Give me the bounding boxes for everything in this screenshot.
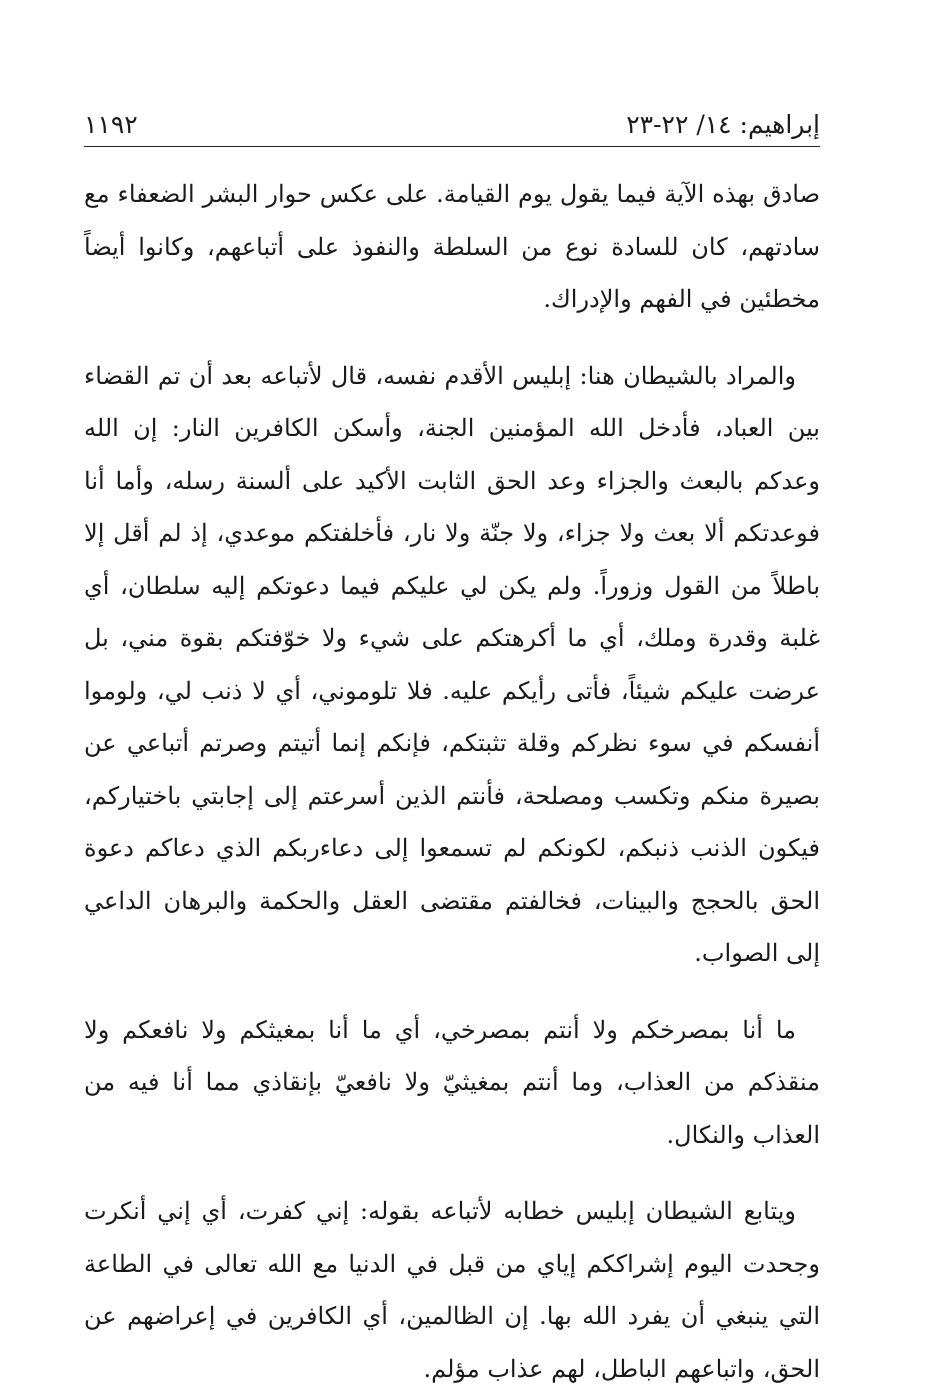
page-number: ١١٩٢ <box>84 109 138 139</box>
paragraph-3: ما أنا بمصرخكم ولا أنتم بمصرخي، أي ما أنا بمغيثكم ولا نافعكم ولا منقذكم من العذاب، وما أنتم بمغيثيّ ولا نافعيّ بإنقاذي مما أنا فيه من العذاب والنكال. <box>84 1015 820 1149</box>
header-divider <box>84 146 820 147</box>
paragraph-4: ويتابع الشيطان إبليس خطابه لأتباعه بقوله: إني كفرت، أي إني أنكرت وجحدت اليوم إشراككم إياي من قبل في الدنيا مع الله تعالى في الطاعة التي ينبغي أن يفرد الله بها. إن الظالمين، أي الكافرين في إعراضهم عن الحق، واتباعهم الباطل، لهم عذاب مؤلم. <box>84 1197 820 1383</box>
chapter-reference: إبراهيم: ١٤/ ٢٢-٢٣ <box>626 109 820 139</box>
paragraph-2: والمراد بالشيطان هنا: إبليس الأقدم نفسه، قال لأتباعه بعد أن تم القضاء بين العباد، فأدخل الله المؤمنين الجنة، وأسكن الكافرين النار: إن الله وعدكم بالبعث والجزاء وعد الحق الثابت الأكيد على ألسنة رسله، وأما أنا فوعدتكم ألا بعث ولا جزاء، ولا جنّة ولا نار، فأخلفتكم موعدي، إذ لم أقل إلا باطلاً من القول وزوراً. ولم يكن لي عليكم فيما دعوتكم إليه سلطان، أي غلبة وقدرة وملك، أي ما أكرهتكم على شيء ولا خوّفتكم بقوة مني، بل عرضت عليكم شيئاً، فأتى رأيكم عليه. فلا تلوموني، أي لا ذنب لي، ولوموا أنفسكم في سوء نظركم وقلة تثبتكم، فإنكم إنما أتيتم وصرتم أتباعي عن بصيرة منكم وتكسب ومصلحة، فأنتم الذين أسرعتم إلى إجابتي باختياركم، فيكون الذنب ذنبكم، لكونكم لم تسمعوا إلى دعاءربكم الذي دعاكم دعوة الحق بالحجج والبينات، فخالفتم مقتضى العقل والحكمة والبرهان الداعي إلى الصواب. <box>84 361 820 967</box>
page-header <box>84 104 820 144</box>
paragraph-1: صادق بهذه الآية فيما يقول يوم القيامة. على عكس حوار البشر الضعفاء مع سادتهم، كان للسادة نوع من السلطة والنفوذ على أتباعهم، وكانوا أيضاً مخطئين في الفهم والإدراك. <box>84 180 820 313</box>
body-text <box>84 168 820 1395</box>
